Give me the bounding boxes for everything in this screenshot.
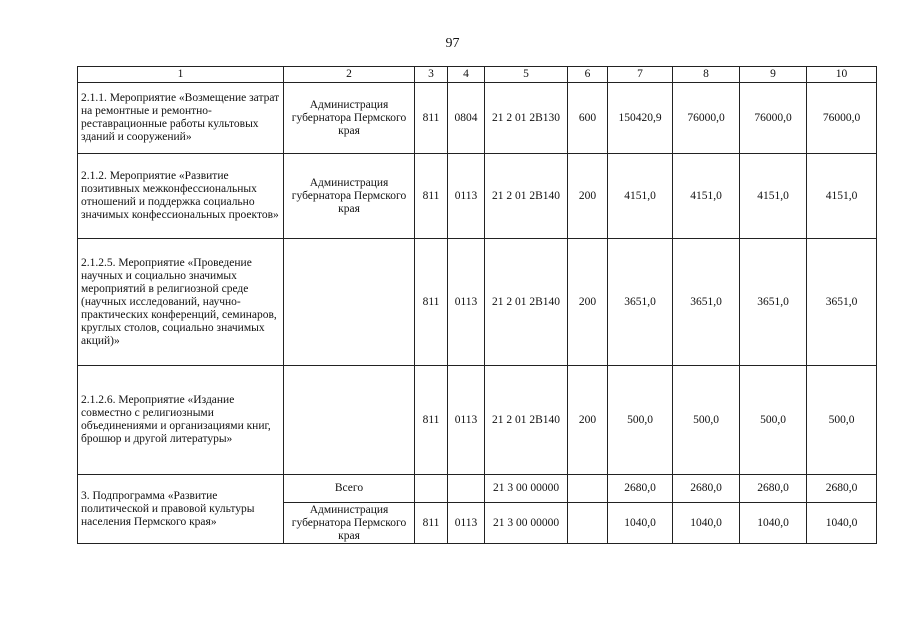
amount-col7: 1040,0 [608, 503, 673, 544]
expense-type [568, 475, 608, 503]
amount-col9: 76000,0 [740, 83, 807, 154]
responsible-org: Администрация губернатора Пермского края [284, 503, 415, 544]
amount-col10: 2680,0 [807, 475, 877, 503]
amount-col10: 3651,0 [807, 239, 877, 366]
responsible-org: Всего [284, 475, 415, 503]
table-row [78, 239, 877, 366]
expense-type: 200 [568, 239, 608, 366]
amount-col7: 500,0 [608, 366, 673, 475]
column-header: 4 [448, 67, 485, 83]
amount-col10: 500,0 [807, 366, 877, 475]
column-header: 8 [673, 67, 740, 83]
admin-code: 811 [415, 154, 448, 239]
amount-col9: 500,0 [740, 366, 807, 475]
section-code: 0113 [448, 503, 485, 544]
responsible-org [284, 239, 415, 366]
admin-code: 811 [415, 239, 448, 366]
column-header: 7 [608, 67, 673, 83]
table-row [78, 366, 877, 475]
amount-col9: 2680,0 [740, 475, 807, 503]
column-header: 1 [78, 67, 284, 83]
section-code [448, 475, 485, 503]
responsible-org: Администрация губернатора Пермского края [284, 154, 415, 239]
amount-col10: 76000,0 [807, 83, 877, 154]
amount-col8: 4151,0 [673, 154, 740, 239]
table-row [78, 154, 877, 239]
amount-col7: 150420,9 [608, 83, 673, 154]
expense-type: 600 [568, 83, 608, 154]
section-code: 0113 [448, 154, 485, 239]
table-row [78, 83, 877, 154]
amount-col8: 500,0 [673, 366, 740, 475]
amount-col8: 2680,0 [673, 475, 740, 503]
section-code: 0113 [448, 366, 485, 475]
amount-col9: 3651,0 [740, 239, 807, 366]
section-code: 0804 [448, 83, 485, 154]
subprogram-name: 3. Подпрограмма «Развитие политической и правовой культуры населения Пермского края» [78, 475, 284, 544]
header-row [78, 67, 877, 83]
table-row [78, 475, 877, 503]
amount-col7: 4151,0 [608, 154, 673, 239]
target-code: 21 3 00 00000 [485, 503, 568, 544]
amount-col8: 3651,0 [673, 239, 740, 366]
measure-name: 2.1.2.6. Мероприятие «Издание совместно с религиозными объединениями и организациями книг, брошюр и другой литературы» [78, 366, 284, 475]
measure-name: 2.1.1. Мероприятие «Возмещение затрат на ремонтные и ремонтно-реставрационные работы культовых зданий и сооружений» [78, 83, 284, 154]
admin-code: 811 [415, 503, 448, 544]
expense-type: 200 [568, 366, 608, 475]
amount-col8: 1040,0 [673, 503, 740, 544]
amount-col8: 76000,0 [673, 83, 740, 154]
measure-name: 2.1.2. Мероприятие «Развитие позитивных межконфессиональных отношений и поддержка социально значимых конфессиональных проектов» [78, 154, 284, 239]
amount-col9: 4151,0 [740, 154, 807, 239]
amount-col10: 4151,0 [807, 154, 877, 239]
expense-type [568, 503, 608, 544]
target-code: 21 2 01 2В130 [485, 83, 568, 154]
column-header: 5 [485, 67, 568, 83]
target-code: 21 2 01 2В140 [485, 154, 568, 239]
column-header: 2 [284, 67, 415, 83]
budget-table [77, 66, 877, 544]
target-code: 21 3 00 00000 [485, 475, 568, 503]
amount-col7: 2680,0 [608, 475, 673, 503]
admin-code [415, 475, 448, 503]
target-code: 21 2 01 2В140 [485, 239, 568, 366]
admin-code: 811 [415, 83, 448, 154]
amount-col10: 1040,0 [807, 503, 877, 544]
column-header: 9 [740, 67, 807, 83]
responsible-org: Администрация губернатора Пермского края [284, 83, 415, 154]
amount-col7: 3651,0 [608, 239, 673, 366]
column-header: 6 [568, 67, 608, 83]
target-code: 21 2 01 2В140 [485, 366, 568, 475]
section-code: 0113 [448, 239, 485, 366]
measure-name: 2.1.2.5. Мероприятие «Проведение научных и социально значимых мероприятий в религиозной среде (научных исследований, научно-практических конференций, семинаров, круглых столов, социально значимых акций)» [78, 239, 284, 366]
page-number: 97 [445, 36, 460, 51]
expense-type: 200 [568, 154, 608, 239]
column-header: 10 [807, 67, 877, 83]
amount-col9: 1040,0 [740, 503, 807, 544]
admin-code: 811 [415, 366, 448, 475]
responsible-org [284, 366, 415, 475]
column-header: 3 [415, 67, 448, 83]
